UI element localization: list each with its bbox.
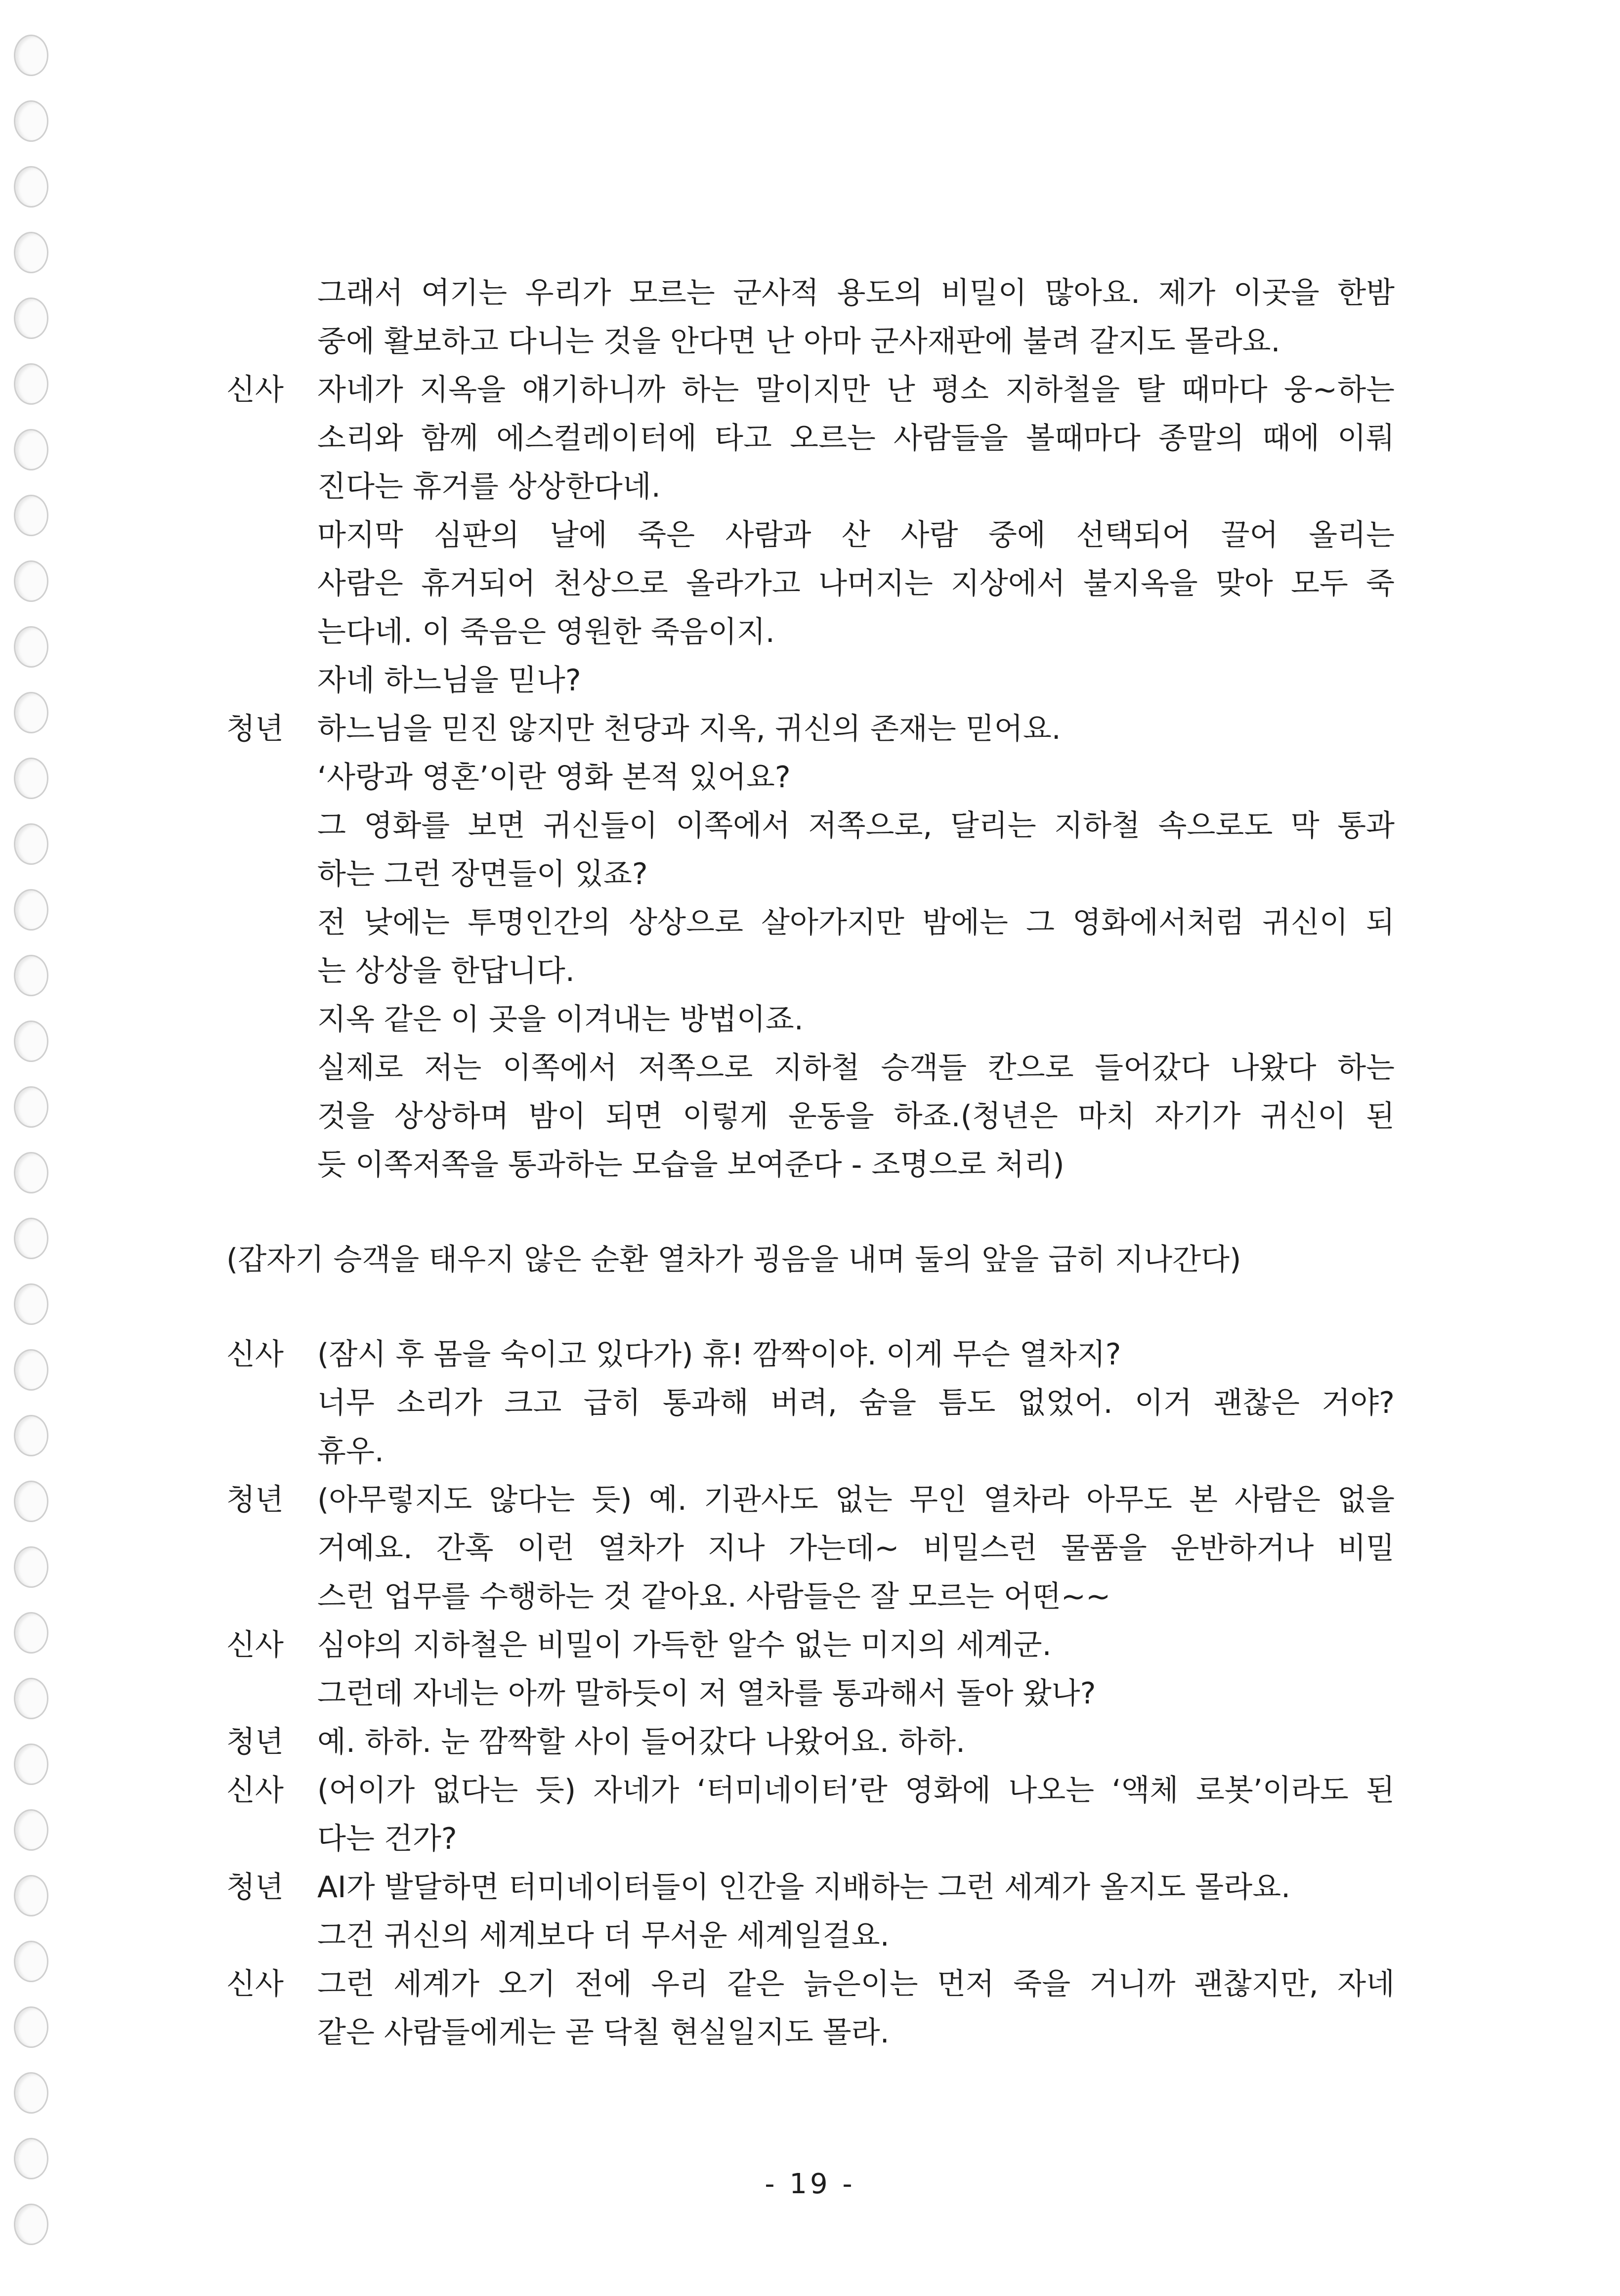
speaker-label: 신사 xyxy=(226,1337,284,1372)
script-line xyxy=(0,1669,1620,1718)
script-line xyxy=(0,1330,1620,1379)
dialogue-text: 자네가 지옥을 얘기하니까 하는 말이지만 난 평소 지하철을 탈 때마다 웅~하는 xyxy=(317,373,1395,407)
script-line xyxy=(0,1621,1620,1669)
dialogue-text: 자네 하느님을 믿나? xyxy=(317,663,581,698)
dialogue-text: AI가 발달하면 터미네이터들이 인간을 지배하는 그런 세계가 올지도 몰라요. xyxy=(317,1870,1291,1905)
dialogue-text: 하느님을 믿진 않지만 천당과 지옥, 귀신의 존재는 믿어요. xyxy=(317,712,1061,746)
dialogue-text: 중에 활보하고 다니는 것을 안다면 난 아마 군사재판에 불려 갈지도 몰라요. xyxy=(317,324,1280,359)
speaker-label: 신사 xyxy=(226,373,284,407)
dialogue-text: 예. 하하. 눈 깜짝할 사이 들어갔다 나왔어요. 하하. xyxy=(317,1725,966,1759)
script-line xyxy=(0,1092,1620,1141)
script-line xyxy=(0,1524,1620,1573)
binder-hole xyxy=(14,100,48,142)
dialogue-text: (어이가 없다는 듯) 자네가 ‘터미네이터’란 영화에 나오는 ‘액체 로봇’이라도 된 xyxy=(317,1773,1395,1808)
script-line xyxy=(0,1573,1620,1621)
dialogue-text: 그건 귀신의 세계보다 더 무서운 세계일걸요. xyxy=(317,1918,890,1953)
speaker-label: 신사 xyxy=(226,1967,284,2001)
script-line xyxy=(0,1044,1620,1092)
script-line xyxy=(0,753,1620,802)
script-line xyxy=(0,1379,1620,1427)
binder-hole xyxy=(14,2204,48,2245)
script-line xyxy=(0,1912,1620,1960)
binder-hole xyxy=(14,232,48,273)
speaker-label: 청년 xyxy=(226,1870,284,1905)
script-line xyxy=(0,850,1620,898)
script-line xyxy=(0,656,1620,705)
dialogue-text: 실제로 저는 이쪽에서 저쪽으로 지하철 승객들 칸으로 들어갔다 나왔다 하는 xyxy=(317,1051,1395,1085)
stage-direction: (갑자기 승객을 태우지 않은 순환 열차가 굉음을 내며 둘의 앞을 급히 지나간다) xyxy=(226,1242,1241,1277)
script-line xyxy=(0,559,1620,608)
dialogue-text: 지옥 같은 이 곳을 이겨내는 방법이죠. xyxy=(317,1002,804,1037)
script-line xyxy=(0,511,1620,559)
binder-hole xyxy=(14,1283,48,1325)
dialogue-text: 너무 소리가 크고 급히 통과해 버려, 숨을 틈도 없었어. 이거 괜찮은 거야? xyxy=(317,1386,1395,1420)
script-line xyxy=(0,1863,1620,1912)
script-line xyxy=(0,1235,1620,1284)
binder-hole xyxy=(14,2072,48,2114)
dialogue-text: 휴우. xyxy=(317,1434,384,1469)
dialogue-text: 그런 세계가 오기 전에 우리 같은 늙은이는 먼저 죽을 거니까 괜찮지만, 자네 xyxy=(317,1967,1395,2001)
script-line xyxy=(0,1476,1620,1524)
script-line xyxy=(0,366,1620,414)
dialogue-text: 하는 그런 장면들이 있죠? xyxy=(317,857,648,892)
dialogue-text: 같은 사람들에게는 곧 닥칠 현실일지도 몰라. xyxy=(317,2015,890,2050)
script-line xyxy=(0,317,1620,366)
speaker-label: 청년 xyxy=(226,1483,284,1517)
dialogue-text: 그런데 자네는 아까 말하듯이 저 열차를 통과해서 돌아 왔나? xyxy=(317,1676,1096,1711)
script-line xyxy=(0,414,1620,463)
script-line xyxy=(0,802,1620,850)
dialogue-text: 스런 업무를 수행하는 것 같아요. 사람들은 잘 모르는 어떤~~ xyxy=(317,1579,1111,1614)
dialogue-text: 소리와 함께 에스컬레이터에 타고 오르는 사람들을 볼때마다 종말의 때에 이뤄 xyxy=(317,421,1395,456)
binder-hole xyxy=(14,166,48,208)
dialogue-text: 거예요. 간혹 이런 열차가 지나 가는데~ 비밀스런 물품을 운반하거나 비밀 xyxy=(317,1531,1395,1566)
dialogue-text: 는다네. 이 죽음은 영원한 죽음이지. xyxy=(317,615,775,649)
script-line xyxy=(0,995,1620,1044)
script-line xyxy=(0,1427,1620,1476)
dialogue-text: 는 상상을 한답니다. xyxy=(317,954,575,988)
dialogue-text: 사람은 휴거되어 천상으로 올라가고 나머지는 지상에서 불지옥을 맞아 모두 죽 xyxy=(317,566,1395,601)
script-line xyxy=(0,1766,1620,1815)
script-line xyxy=(0,1141,1620,1189)
binder-hole xyxy=(14,35,48,76)
speaker-label: 신사 xyxy=(226,1628,284,1662)
dialogue-text: 듯 이쪽저쪽을 통과하는 모습을 보여준다 - 조명으로 처리) xyxy=(317,1148,1065,1182)
script-line xyxy=(0,608,1620,656)
dialogue-text: 심야의 지하철은 비밀이 가득한 알수 없는 미지의 세계군. xyxy=(317,1628,1052,1662)
speaker-label: 청년 xyxy=(226,712,284,746)
dialogue-text: (잠시 후 몸을 숙이고 있다가) 휴! 깜짝이야. 이게 무슨 열차지? xyxy=(317,1337,1121,1372)
script-line xyxy=(0,269,1620,317)
dialogue-text: 다는 건가? xyxy=(317,1822,457,1856)
script-line xyxy=(0,1718,1620,1766)
script-line xyxy=(0,463,1620,511)
script-line xyxy=(0,898,1620,947)
script-line xyxy=(0,2008,1620,2057)
dialogue-text: 그 영화를 보면 귀신들이 이쪽에서 저쪽으로, 달리는 지하철 속으로도 막 통과 xyxy=(317,808,1395,843)
dialogue-text: ‘사랑과 영혼’이란 영화 본적 있어요? xyxy=(317,760,791,795)
script-line xyxy=(0,705,1620,753)
dialogue-text: 마지막 심판의 날에 죽은 사람과 산 사람 중에 선택되어 끌어 올리는 xyxy=(317,518,1395,553)
script-line xyxy=(0,947,1620,995)
speaker-label: 청년 xyxy=(226,1725,284,1759)
dialogue-text: 진다는 휴거를 상상한다네. xyxy=(317,469,661,504)
dialogue-text: 그래서 여기는 우리가 모르는 군사적 용도의 비밀이 많아요. 제가 이곳을 한밤 xyxy=(317,276,1395,310)
page-number: - 19 - xyxy=(765,2168,855,2200)
dialogue-text: 것을 상상하며 밤이 되면 이렇게 운동을 하죠.(청년은 마치 자기가 귀신이 된 xyxy=(317,1099,1395,1134)
dialogue-text: 전 낮에는 투명인간의 상상으로 살아가지만 밤에는 그 영화에서처럼 귀신이 되 xyxy=(317,905,1395,940)
dialogue-text: (아무렇지도 않다는 듯) 예. 기관사도 없는 무인 열차라 아무도 본 사람은 없을 xyxy=(317,1483,1395,1517)
script-line xyxy=(0,1815,1620,1863)
speaker-label: 신사 xyxy=(226,1773,284,1808)
script-line xyxy=(0,1960,1620,2008)
